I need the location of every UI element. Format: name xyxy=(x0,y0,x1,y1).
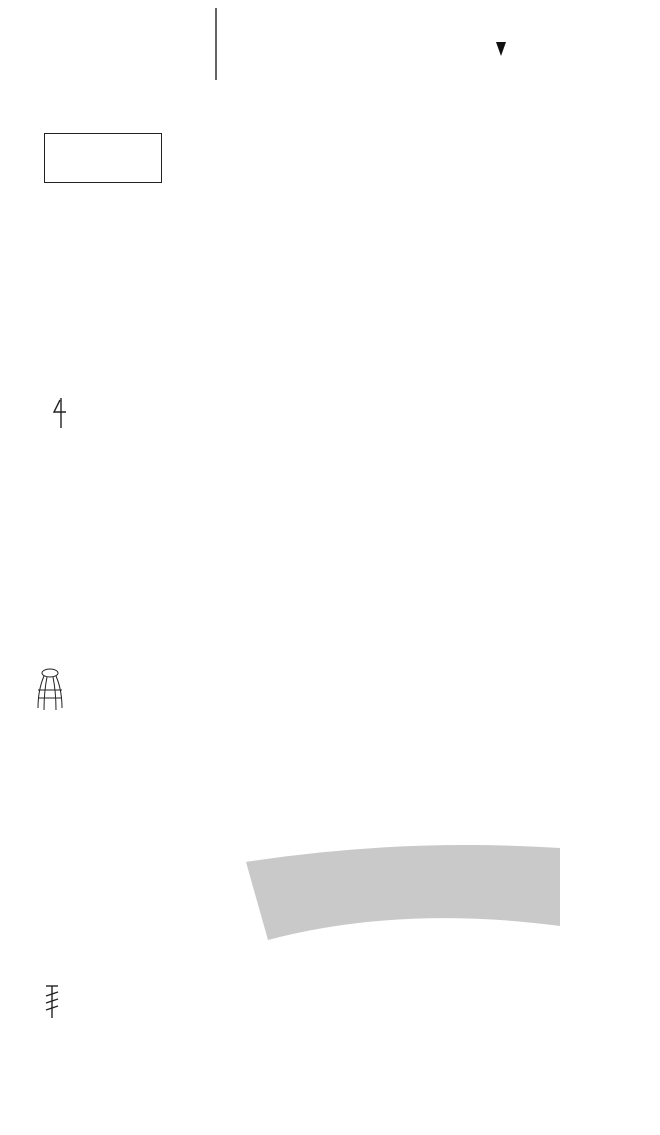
dtr-symbol xyxy=(46,986,58,1018)
cluster-symbol xyxy=(38,669,62,710)
insert-hook-symbol xyxy=(54,398,66,428)
shaded-band xyxy=(246,845,560,940)
watermark xyxy=(440,1071,660,1131)
black-wedge-marker xyxy=(496,42,506,56)
